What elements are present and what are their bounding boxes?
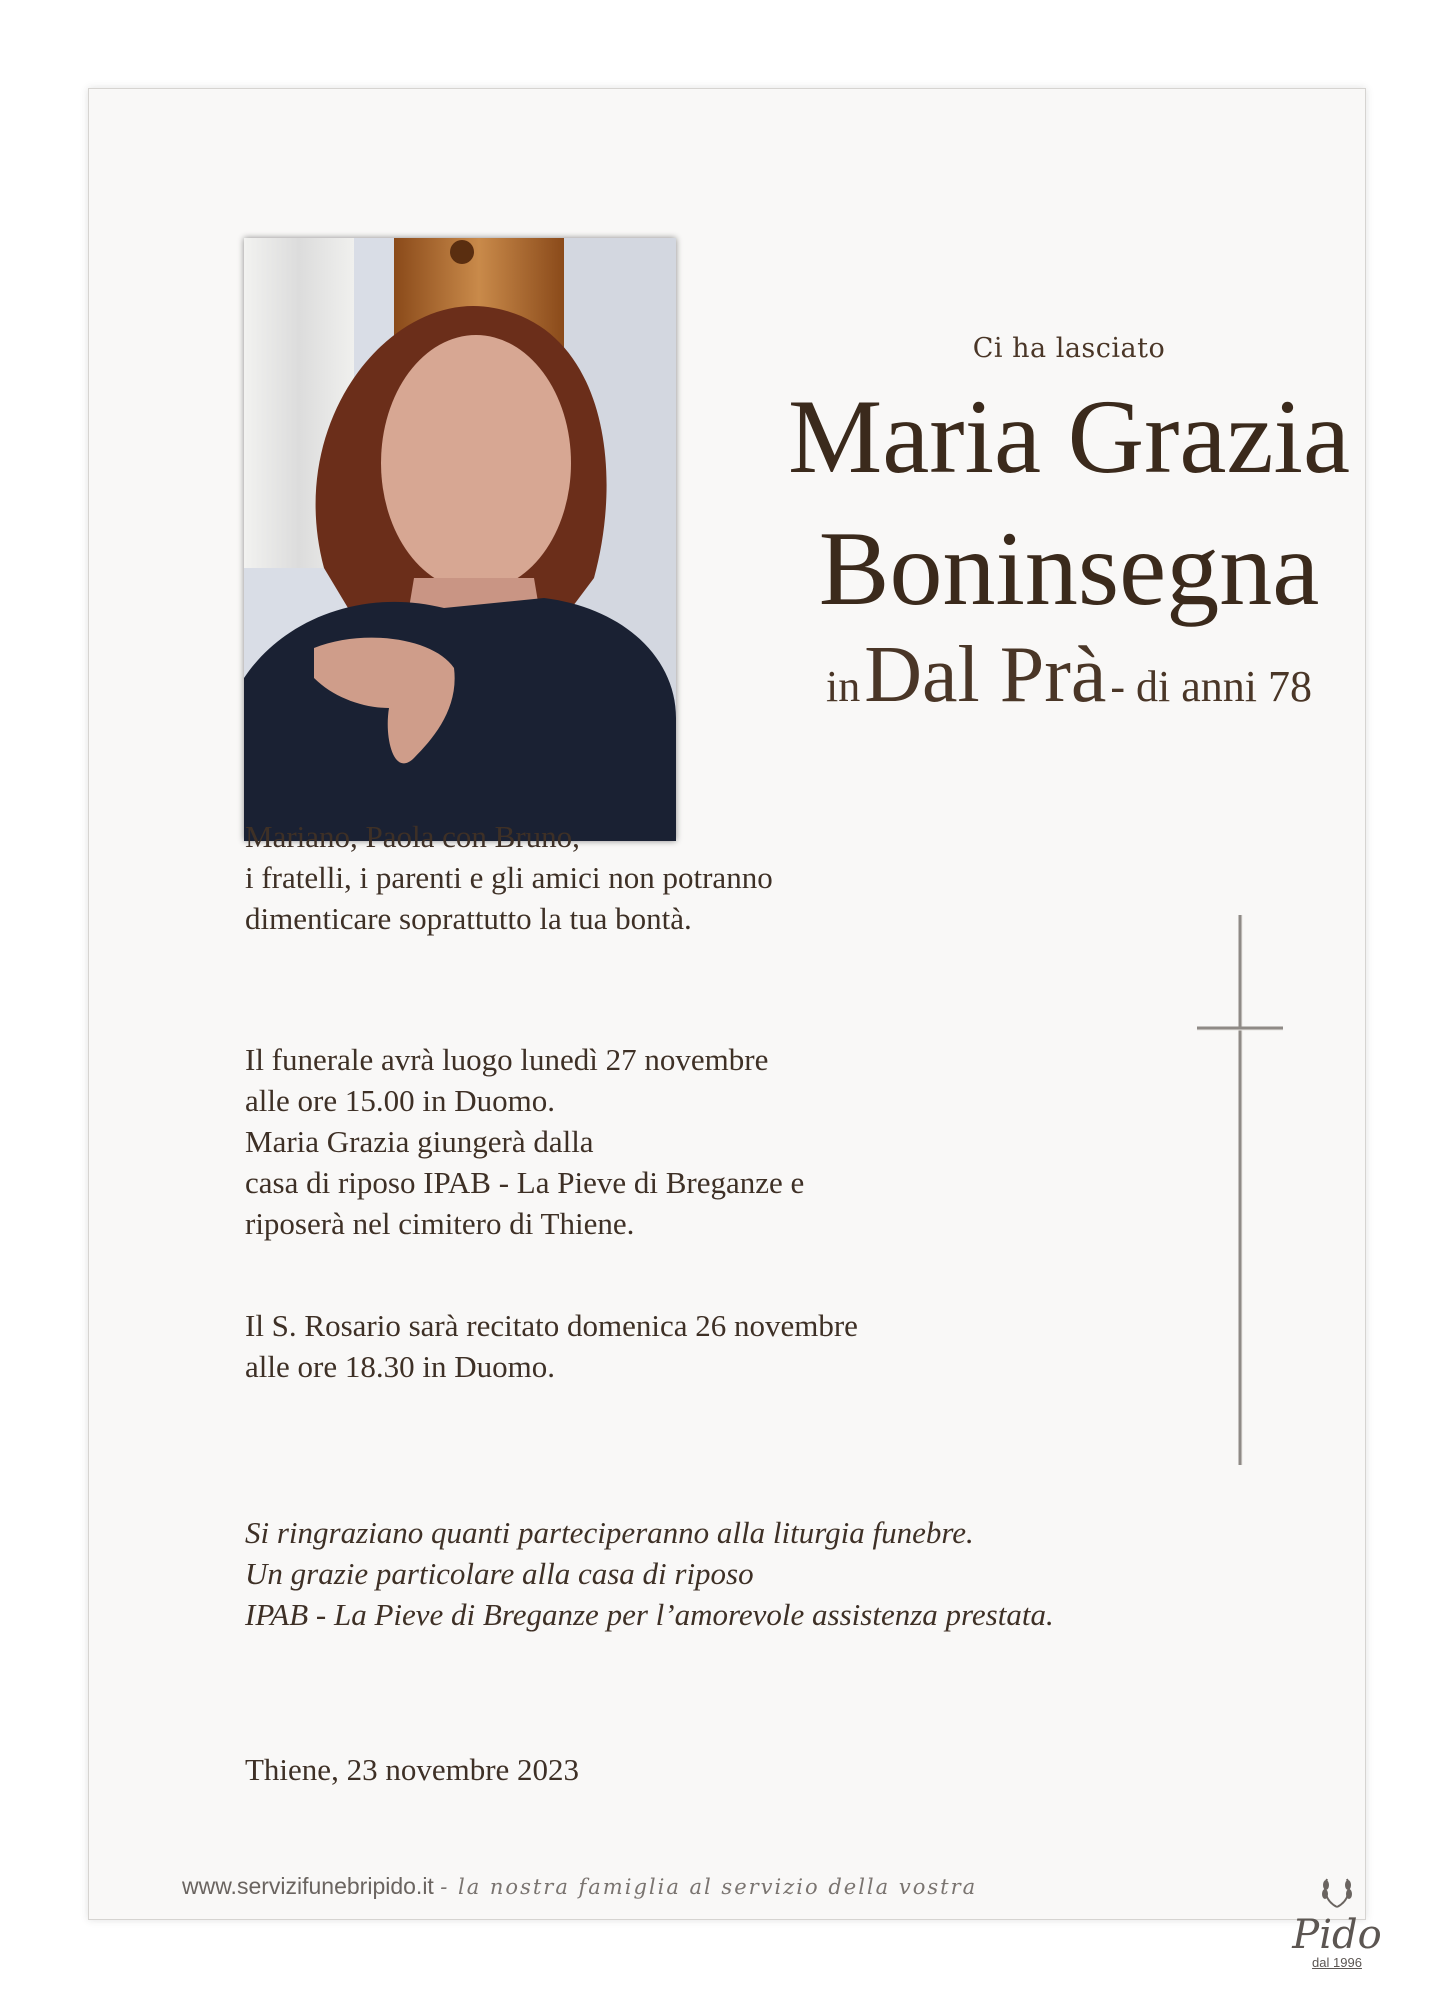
text-line: alle ore 15.00 in Duomo. (245, 1083, 555, 1118)
footer (182, 1873, 977, 1900)
text-line: IPAB - La Pieve di Breganze per l’amorevole assistenza prestata. (245, 1597, 1054, 1632)
text-line: dimenticare soprattutto la tua bontà. (245, 901, 692, 936)
age-text: - di anni 78 (1110, 662, 1313, 711)
text-line: alle ore 18.30 in Duomo. (245, 1349, 555, 1384)
thanks-paragraph (245, 1512, 1245, 1635)
text-line: Un grazie particolare alla casa di riposo (245, 1556, 754, 1591)
family-paragraph (245, 816, 1005, 939)
footer-motto: - la nostra famiglia al servizio della vostra (440, 1875, 978, 1899)
funeral-home-logo (1277, 1875, 1397, 1971)
text-line: Il S. Rosario sarà recitato domenica 26 novembre (245, 1308, 858, 1343)
portrait-photo (244, 238, 676, 841)
rosary-paragraph (245, 1305, 1005, 1387)
text-line: Maria Grazia giungerà dalla (245, 1124, 594, 1159)
text-line: Mariano, Paola con Bruno, (245, 819, 580, 854)
text-line: i fratelli, i parenti e gli amici non potranno (245, 860, 773, 895)
cross-icon (1197, 915, 1283, 1465)
deceased-header (729, 333, 1409, 721)
married-surname: Dal Prà (864, 631, 1107, 719)
website-link[interactable]: www.servizifunebripido.it (182, 1873, 434, 1899)
logo-since: dal 1996 (1312, 1955, 1362, 1970)
logo-name: Pido (1292, 1912, 1382, 1958)
text-line: Si ringraziano quanti parteciperanno alla liturgia funebre. (245, 1515, 974, 1550)
deceased-last-name: Boninsegna (818, 510, 1320, 627)
text-line: Il funerale avrà luogo lunedì 27 novembre (245, 1042, 769, 1077)
deceased-first-name: Maria Grazia (787, 378, 1351, 495)
funeral-paragraph (245, 1039, 1005, 1244)
married-name-line (729, 630, 1409, 721)
married-prefix: in (825, 662, 861, 711)
laurel-icon (1317, 1875, 1357, 1909)
text-line: riposerà nel cimitero di Thiene. (245, 1206, 635, 1241)
obituary-sheet (88, 88, 1382, 1970)
text-line: casa di riposo IPAB - La Pieve di Breganze e (245, 1165, 805, 1200)
place-date: Thiene, 23 novembre 2023 (245, 1752, 580, 1787)
announcement-subtitle: Ci ha lasciato (972, 333, 1166, 364)
